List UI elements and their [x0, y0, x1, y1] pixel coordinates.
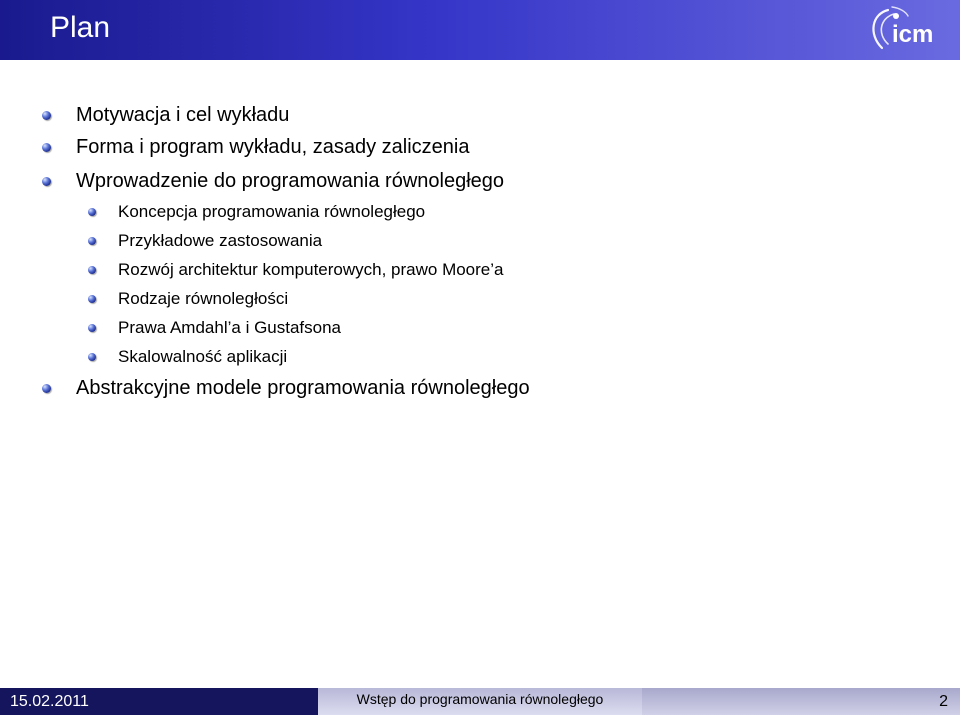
list-item-text: Forma i program wykładu, zasady zaliczenia — [76, 136, 470, 158]
bullet-icon — [88, 353, 96, 361]
list-item-text: Koncepcja programowania równoległego — [118, 202, 426, 221]
list-item-text: Przykładowe zastosowania — [118, 231, 323, 250]
list-item-text: Abstrakcyjne modele programowania równoległego — [76, 377, 530, 399]
list-item-text: Skalowalność aplikacji — [118, 347, 288, 366]
bullet-icon — [42, 384, 51, 393]
bullet-icon — [88, 266, 96, 274]
list-item-text: Rodzaje równoległości — [118, 289, 289, 308]
footer-date: 15.02.2011 — [10, 693, 89, 710]
bullet-icon — [88, 324, 96, 332]
footer-course-title: Wstęp do programowania równoległego — [356, 691, 604, 707]
list-item-text: Prawa Amdahl’a i Gustafsona — [118, 318, 342, 337]
bullet-icon — [88, 295, 96, 303]
footer-date-panel — [0, 688, 318, 715]
slide-title: Plan — [50, 11, 111, 44]
bullet-icon — [88, 237, 96, 245]
bullet-icon — [42, 111, 51, 120]
footer-page-panel — [642, 688, 960, 715]
logo-text: icm — [892, 21, 934, 48]
bullet-icon — [88, 208, 96, 216]
list-item-text: Motywacja i cel wykładu — [76, 104, 290, 126]
page-number: 2 — [939, 693, 948, 710]
list-item-text: Rozwój architektur komputerowych, prawo Moore’a — [118, 260, 504, 279]
footer-course-panel — [318, 688, 642, 715]
bullet-icon — [42, 143, 51, 152]
list-item-text: Wprowadzenie do programowania równoległego — [76, 170, 505, 192]
bullet-icon — [42, 177, 51, 186]
